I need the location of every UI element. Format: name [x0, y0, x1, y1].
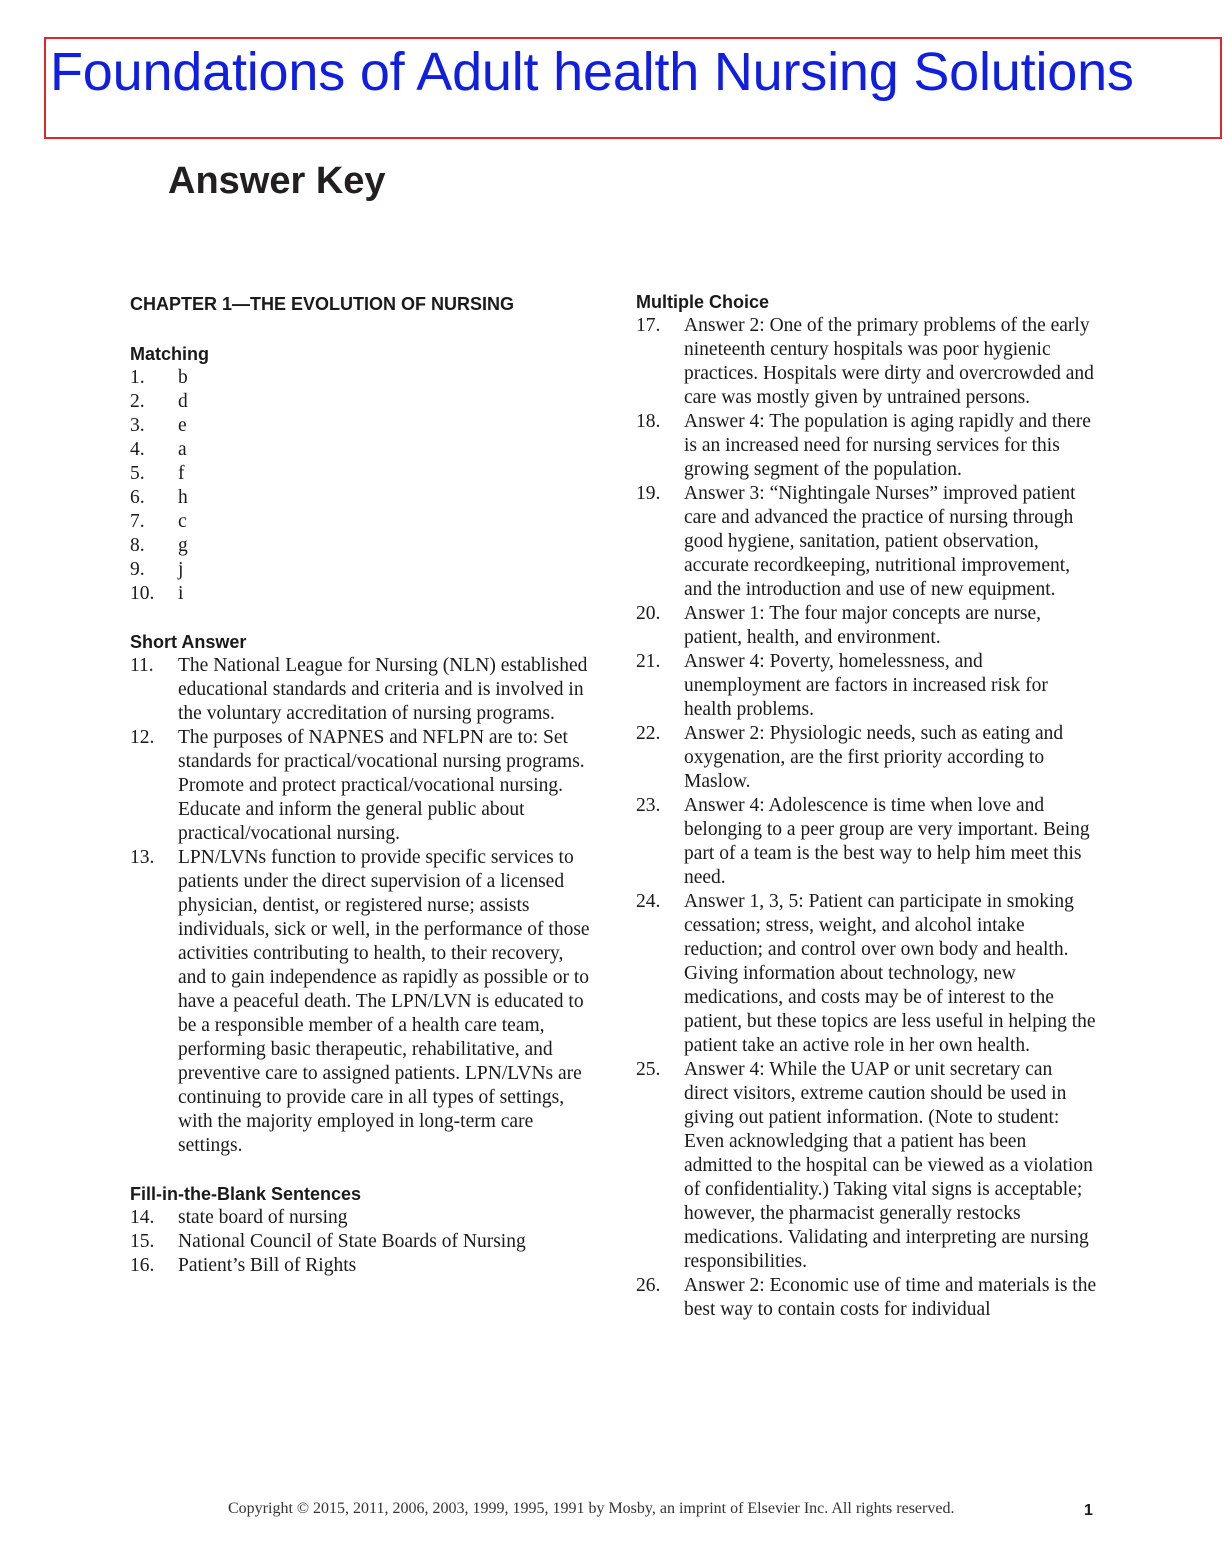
item-text: b	[178, 367, 188, 388]
list-item	[130, 654, 590, 726]
item-number: 8.	[130, 535, 145, 556]
item-number: 4.	[130, 439, 145, 460]
item-paragraph: Answer 2: Physiologic needs, such as eating and oxygenation, are the first priority according to Maslow.	[684, 723, 1064, 792]
item-paragraph: Answer 2: Economic use of time and materials is the best way to contain costs for individual	[684, 1275, 1097, 1320]
item-paragraph: Promote and protect practical/vocational nursing.	[178, 775, 564, 796]
list-item	[130, 846, 590, 1158]
item-paragraph: The purposes of NAPNES and NFLPN are to: Set standards for practical/vocational nursing programs.	[178, 727, 585, 772]
item-text	[684, 410, 1098, 482]
item-text: state board of nursing	[178, 1207, 348, 1228]
right-column	[636, 290, 1098, 1322]
list-item	[130, 366, 590, 390]
list-item	[636, 602, 1098, 650]
multiple-choice-list	[636, 314, 1098, 1322]
short-answer-heading: Short Answer	[130, 632, 247, 652]
item-text	[684, 314, 1098, 410]
list-item	[130, 486, 590, 510]
item-number: 10.	[130, 583, 155, 604]
item-number: 17.	[636, 315, 661, 336]
item-text	[684, 650, 1098, 722]
item-text	[178, 726, 590, 846]
item-text	[684, 1274, 1098, 1322]
list-item	[636, 410, 1098, 482]
list-item	[130, 1230, 590, 1254]
item-number: 1.	[130, 367, 145, 388]
item-number: 25.	[636, 1059, 661, 1080]
item-text: g	[178, 535, 188, 556]
item-text	[684, 722, 1098, 794]
item-number: 15.	[130, 1231, 155, 1252]
item-number: 21.	[636, 651, 661, 672]
item-number: 26.	[636, 1275, 661, 1296]
chapter-heading: CHAPTER 1—THE EVOLUTION OF NURSING	[130, 294, 515, 314]
item-number: 16.	[130, 1255, 155, 1276]
item-number: 14.	[130, 1207, 155, 1228]
list-item	[636, 1274, 1098, 1322]
list-item	[636, 482, 1098, 602]
item-text: c	[178, 511, 187, 532]
item-text	[684, 482, 1098, 602]
fill-in-list	[130, 1206, 590, 1278]
item-paragraph: Answer 4: Adolescence is time when love and belonging to a peer group are very important. Being part of a team is the best way to help him meet this need.	[684, 795, 1090, 888]
item-text: h	[178, 487, 188, 508]
item-text	[684, 794, 1098, 890]
item-text	[684, 890, 1098, 1058]
short-answer-list	[130, 654, 590, 1158]
item-number: 7.	[130, 511, 145, 532]
item-number: 9.	[130, 559, 145, 580]
item-text: National Council of State Boards of Nursing	[178, 1231, 526, 1252]
item-text: j	[178, 559, 184, 580]
matching-list	[130, 366, 590, 606]
list-item	[636, 314, 1098, 410]
item-number: 11.	[130, 655, 154, 676]
multiple-choice-heading: Multiple Choice	[636, 292, 770, 312]
list-item	[636, 890, 1098, 1058]
item-number: 5.	[130, 463, 145, 484]
list-item	[130, 1206, 590, 1230]
list-item	[130, 414, 590, 438]
item-number: 3.	[130, 415, 145, 436]
item-paragraph: Answer 3: “Nightingale Nurses” improved patient care and advanced the practice of nursing through good hygiene, sanitation, patient observation, accurate recordkeeping, nutritional improvement, and the introduction and use of new equipment.	[684, 483, 1076, 600]
item-paragraph: Educate and inform the general public about practical/vocational nursing.	[178, 799, 525, 844]
item-paragraph: Answer 2: One of the primary problems of the early nineteenth century hospitals was poor hygienic practices. Hospitals were dirty and overcrowded and care was mostly given by untrained persons.	[684, 315, 1094, 408]
item-number: 22.	[636, 723, 661, 744]
item-text: Patient’s Bill of Rights	[178, 1255, 357, 1276]
list-item	[130, 438, 590, 462]
list-item	[130, 558, 590, 582]
matching-heading: Matching	[130, 344, 209, 364]
item-number: 20.	[636, 603, 661, 624]
item-text: i	[178, 583, 184, 604]
item-number: 18.	[636, 411, 661, 432]
item-text	[178, 654, 590, 726]
item-text: d	[178, 391, 188, 412]
item-number: 19.	[636, 483, 661, 504]
item-number: 6.	[130, 487, 145, 508]
item-paragraph: Answer 4: While the UAP or unit secretary can direct visitors, extreme caution should be used in giving out patient information. (Note to student: Even acknowledging that a patient has been admitted to the hospital can be viewed as a violation of confidentiality.) Taking vital signs is acceptable; however, the pharmacist generally restocks medications. Validating and interpreting are nursing responsibilities.	[684, 1059, 1093, 1272]
item-number: 24.	[636, 891, 661, 912]
left-column	[130, 290, 590, 1278]
list-item	[636, 650, 1098, 722]
page-number: 1	[1084, 1502, 1093, 1519]
item-text	[178, 846, 590, 1158]
list-item	[130, 1254, 590, 1278]
banner	[44, 37, 1222, 139]
list-item	[130, 510, 590, 534]
item-paragraph: Answer 1, 3, 5: Patient can participate in smoking cessation; stress, weight, and alcohol intake reduction; and control over own body and health. Giving information about technology, new medications, and costs may be of interest to the patient, but these topics are less useful in helping the patient take an active role in her own health.	[684, 891, 1096, 1056]
banner-title: Foundations of Adult health Nursing Solutions	[50, 42, 1134, 102]
item-paragraph: Answer 1: The four major concepts are nurse, patient, health, and environment.	[684, 603, 1042, 648]
item-number: 13.	[130, 847, 155, 868]
item-number: 2.	[130, 391, 145, 412]
page-title: Answer Key	[168, 160, 386, 202]
item-number: 12.	[130, 727, 155, 748]
list-item	[130, 462, 590, 486]
item-text	[684, 602, 1098, 650]
item-paragraph: Answer 4: Poverty, homelessness, and unemployment are factors in increased risk for health problems.	[684, 651, 1048, 720]
item-paragraph: Answer 4: The population is aging rapidly and there is an increased need for nursing services for this growing segment of the population.	[684, 411, 1091, 480]
list-item	[130, 582, 590, 606]
item-paragraph: The National League for Nursing (NLN) established educational standards and criteria and is involved in the voluntary accreditation of nursing programs.	[178, 655, 588, 724]
item-text: a	[178, 439, 187, 460]
item-text: e	[178, 415, 187, 436]
item-number: 23.	[636, 795, 661, 816]
list-item	[130, 534, 590, 558]
list-item	[636, 722, 1098, 794]
list-item	[130, 390, 590, 414]
copyright-text: Copyright © 2015, 2011, 2006, 2003, 1999, 1995, 1991 by Mosby, an imprint of Elsevier Inc. All rights reserved.	[228, 1500, 955, 1517]
list-item	[636, 794, 1098, 890]
item-text: f	[178, 463, 185, 484]
item-paragraph: LPN/LVNs function to provide specific services to patients under the direct supervision of a licensed physician, dentist, or registered nurse; assists individuals, sick or well, in the performance of those activities contributing to health, to their recovery, and to gain independence as rapidly as possible or to have a peaceful death. The LPN/LVN is educated to be a responsible member of a health care team, performing basic therapeutic, rehabilitative, and preventive care to assigned patients. LPN/LVNs are continuing to provide care in all types of settings, with the majority employed in long-term care settings.	[178, 847, 590, 1156]
item-text	[684, 1058, 1098, 1274]
fill-in-heading: Fill-in-the-Blank Sentences	[130, 1184, 362, 1204]
list-item	[636, 1058, 1098, 1274]
list-item	[130, 726, 590, 846]
